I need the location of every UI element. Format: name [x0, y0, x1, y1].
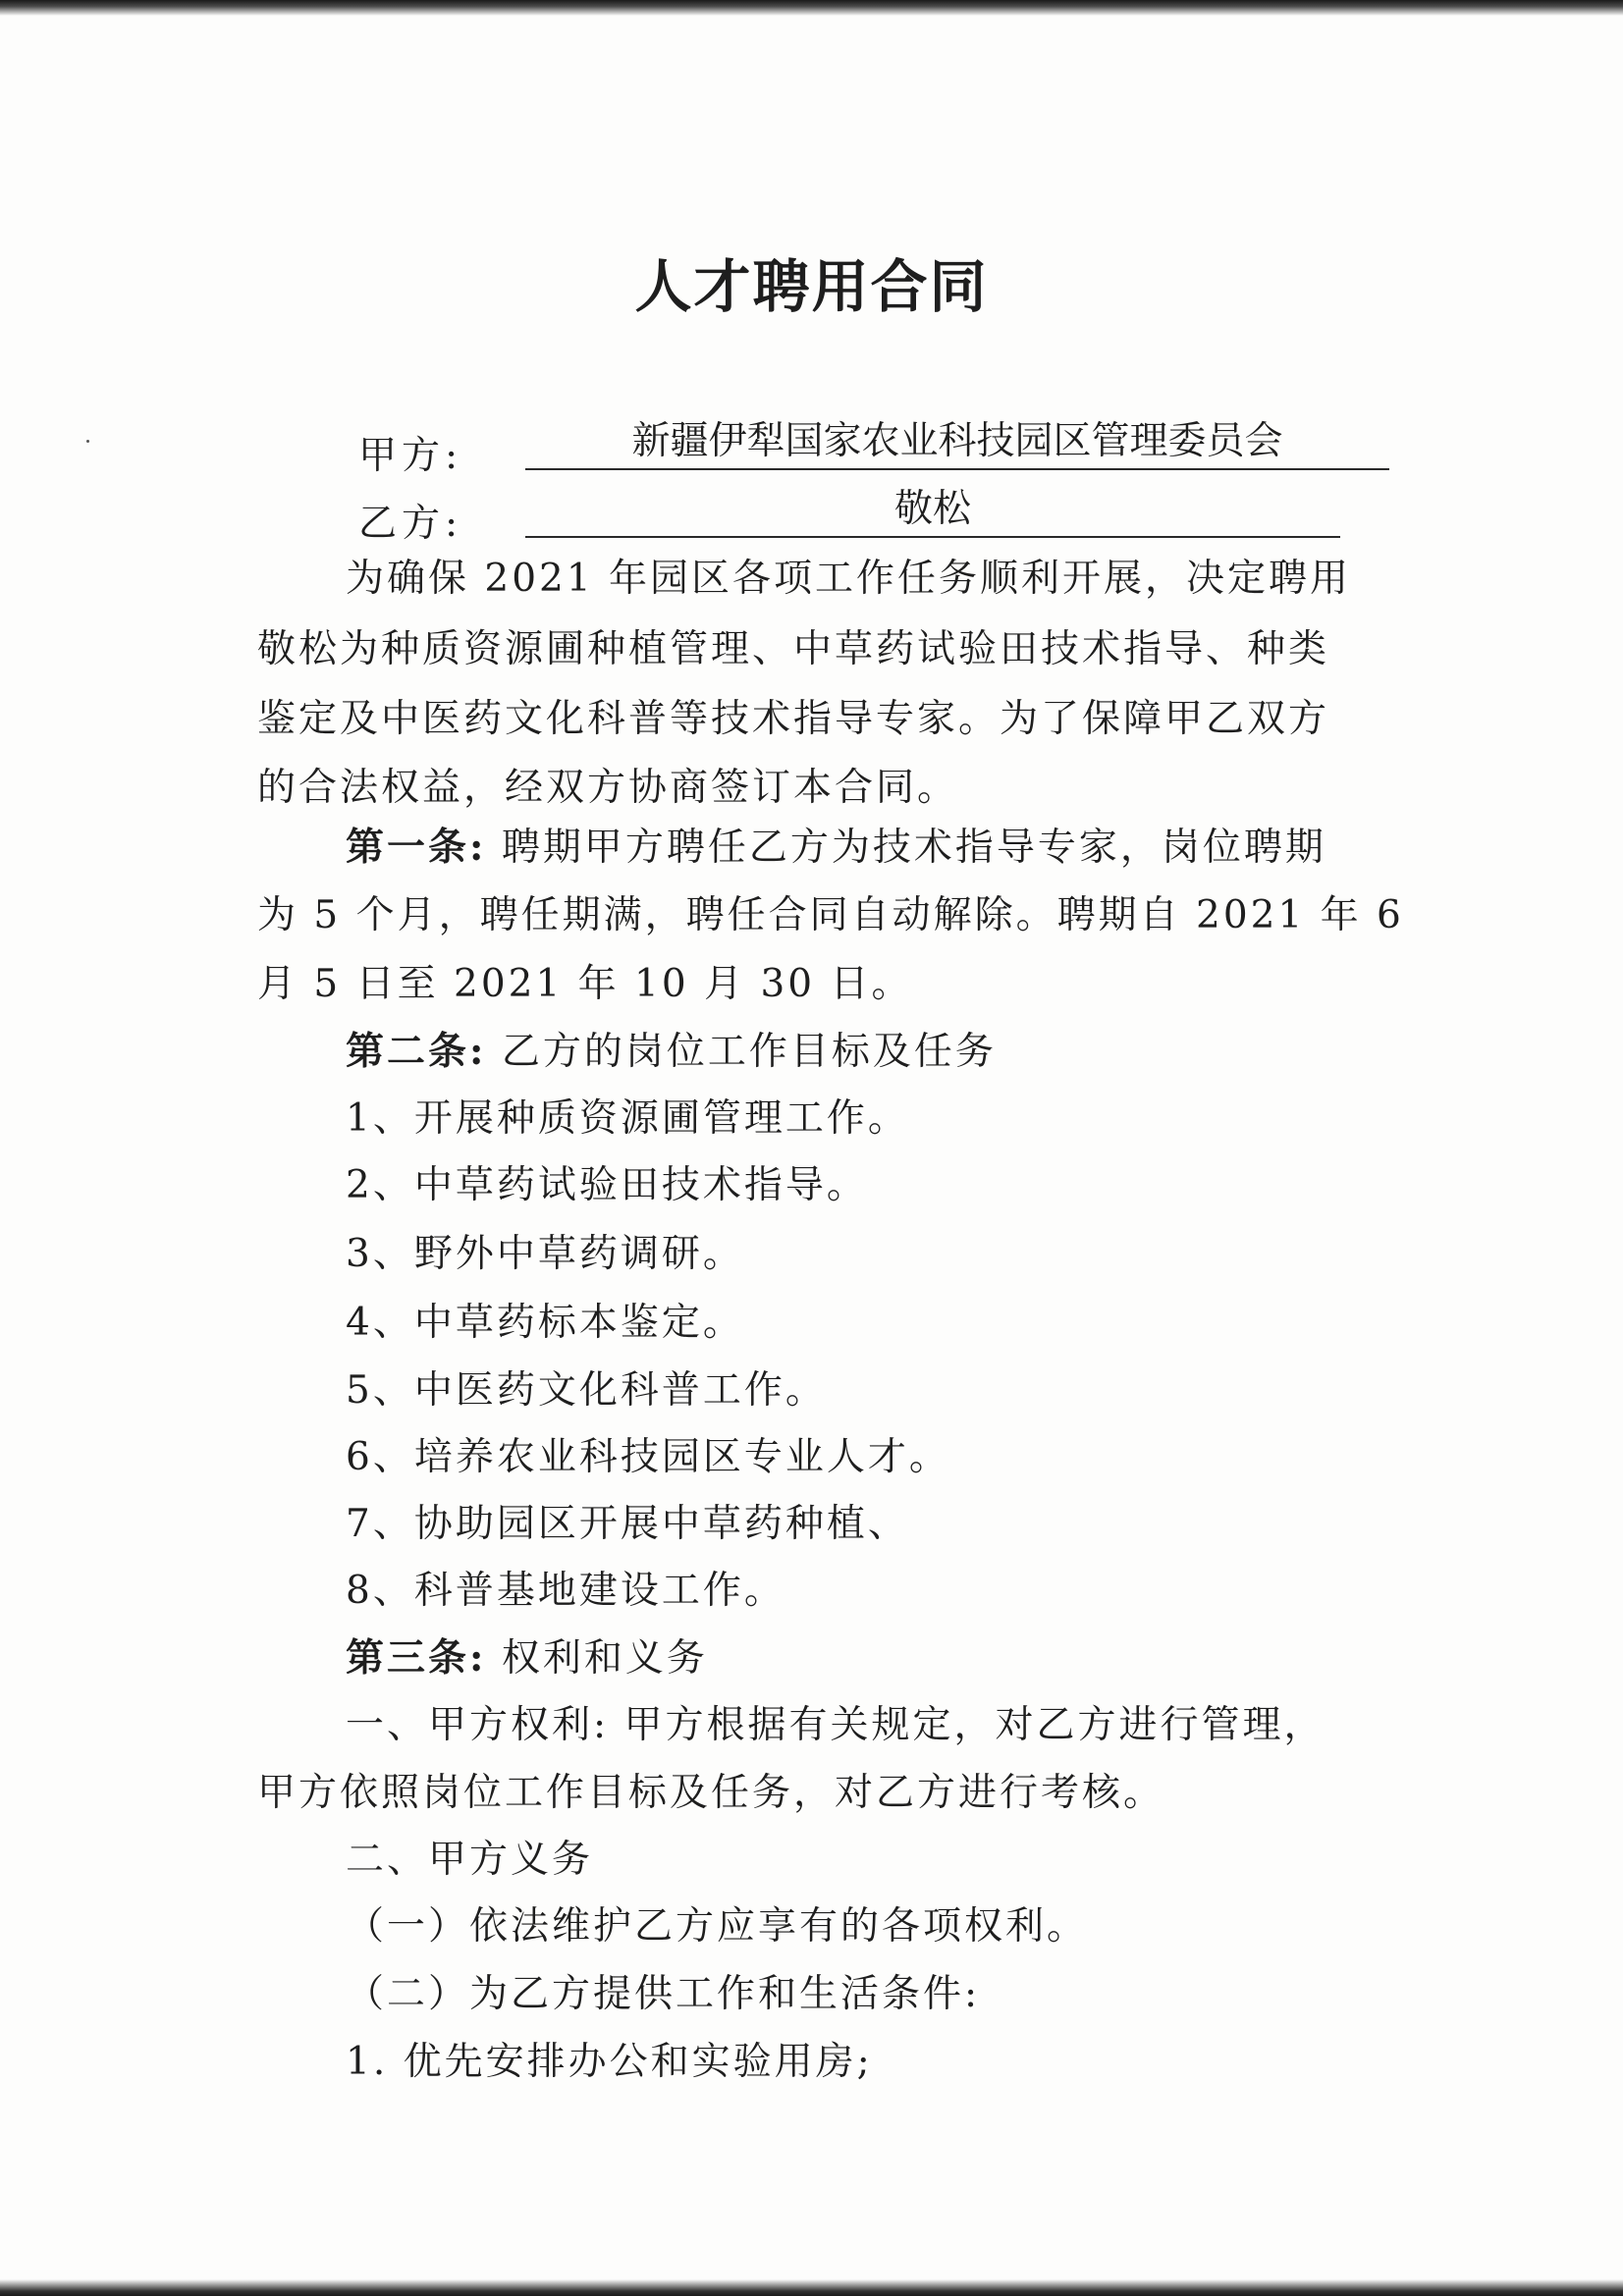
task-item: 3、野外中草药调研。 [346, 1232, 744, 1276]
scan-edge-bottom [0, 2279, 1623, 2296]
preamble-line: 敬松为种质资源圃种植管理、中草药试验田技术指导、种类 [257, 627, 1330, 671]
article-3-text: 权利和义务 [501, 1636, 708, 1681]
duties-heading: 二、甲方义务 [346, 1838, 594, 1882]
scan-speck [86, 440, 89, 443]
task-item: 6、培养农业科技园区专业人才。 [346, 1435, 950, 1479]
party-a-value: 新疆伊犁国家农业科技园区管理委员会 [525, 417, 1389, 470]
task-item: 1、开展种质资源圃管理工作。 [346, 1096, 909, 1141]
article-1-line: 为 5 个月，聘任期满，聘任合同自动解除。聘期自 2021 年 6 [257, 893, 1404, 937]
task-item: 5、中医药文化科普工作。 [346, 1368, 827, 1413]
task-item: 7、协助园区开展中草药种植、 [346, 1502, 909, 1546]
rights-line: 甲方依照岗位工作目标及任务，对乙方进行考核。 [257, 1771, 1165, 1815]
article-1-first-line [346, 823, 1326, 873]
document-title: 人才聘用合同 [634, 253, 989, 320]
duty-item: （二）为乙方提供工作和生活条件: [346, 1972, 981, 2016]
article-2-text: 乙方的岗位工作目标及任务 [501, 1030, 997, 1074]
article-1-line: 月 5 日至 2021 年 10 月 30 日。 [257, 962, 913, 1006]
article-1-heading: 第一条: [346, 825, 487, 870]
party-b-label: 乙方: [358, 502, 463, 546]
duty-item: （一）依法维护乙方应享有的各项权利。 [346, 1904, 1089, 1949]
article-1-text: 聘期甲方聘任乙方为技术指导专家，岗位聘期 [501, 826, 1326, 870]
duty-item: 1. 优先安排办公和实验用房; [346, 2040, 873, 2084]
task-item: 2、中草药试验田技术指导。 [346, 1163, 868, 1207]
article-3-first-line [346, 1633, 708, 1683]
article-3-heading: 第三条: [346, 1635, 487, 1681]
preamble-line: 鉴定及中医药文化科普等技术指导专家。为了保障甲乙双方 [257, 697, 1330, 741]
preamble-line: 为确保 2021 年园区各项工作任务顺利开展，决定聘用 [346, 557, 1352, 601]
preamble-line: 的合法权益，经双方协商签订本合同。 [257, 766, 959, 810]
task-item: 8、科普基地建设工作。 [346, 1569, 785, 1613]
party-b-value: 敬松 [525, 485, 1340, 538]
article-2-first-line [346, 1027, 997, 1077]
task-item: 4、中草药标本鉴定。 [346, 1301, 744, 1345]
article-2-heading: 第二条: [346, 1029, 487, 1074]
rights-line: 一、甲方权利: 甲方根据有关规定，对乙方进行管理， [346, 1703, 1325, 1747]
party-a-label: 甲方: [358, 434, 463, 478]
scan-edge-top [0, 0, 1623, 16]
